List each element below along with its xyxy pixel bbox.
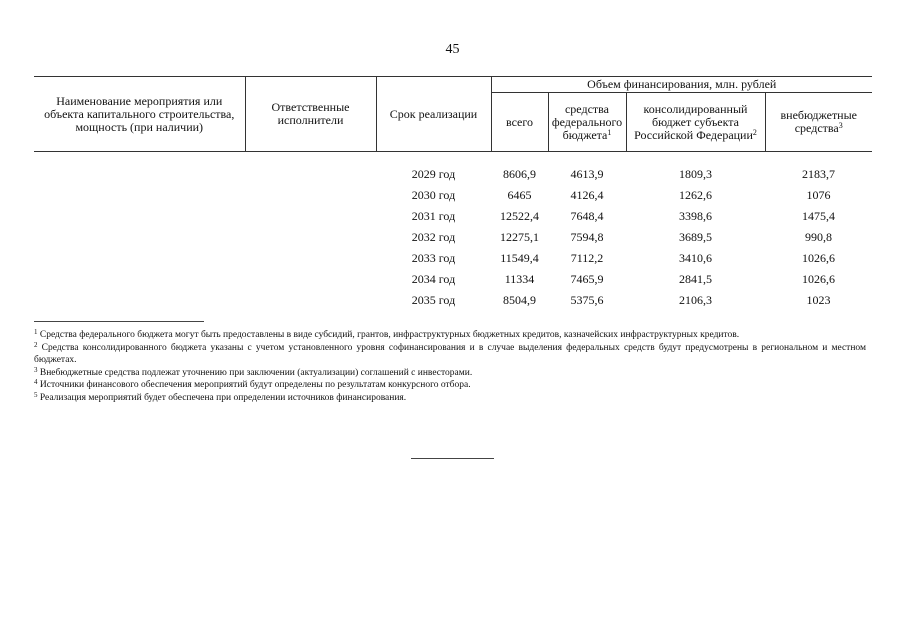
cell-executors: [245, 227, 376, 248]
cell-total: 11549,4: [500, 251, 539, 265]
cell-executors: [245, 206, 376, 227]
cell-executors: [245, 248, 376, 269]
header-federal-footnote-mark: 1: [607, 127, 612, 137]
cell-executors: [245, 185, 376, 206]
cell-year: 2032 год: [411, 230, 456, 244]
table-row: [34, 206, 872, 227]
table-row: [34, 290, 872, 311]
header-extra: [765, 93, 872, 152]
cell-federal: 7594,8: [570, 230, 604, 244]
end-of-document-line: [411, 458, 494, 459]
header-federal-label: средства федерального бюджета: [551, 101, 623, 142]
footnote-mark: 1: [34, 328, 38, 336]
cell-extra: 1023: [806, 293, 831, 307]
header-regional: [626, 93, 765, 152]
cell-name: [34, 290, 245, 311]
header-total: всего: [491, 93, 548, 152]
cell-extra: 1026,6: [802, 251, 835, 265]
cell-federal: 7648,4: [570, 209, 604, 223]
cell-executors: [245, 152, 376, 186]
cell-name: [34, 206, 245, 227]
footnote-mark: 2: [34, 340, 38, 349]
cell-regional: 2106,3: [679, 293, 712, 307]
footnote-text: Средства федерального бюджета могут быть предоставлены в виде субсидий, грантов, инфраструктурных бюджетных кредитов, казначейских инфраструктурных кредитов.: [39, 330, 740, 340]
cell-executors: [245, 269, 376, 290]
cell-total: 8606,9: [503, 167, 536, 181]
cell-year: 2033 год: [411, 251, 456, 265]
footnote-mark: 3: [34, 365, 38, 374]
footnote: [34, 392, 866, 405]
cell-total: 6465: [507, 188, 532, 202]
table-row: [34, 269, 872, 290]
cell-extra: 1026,6: [802, 272, 835, 286]
footnote: [34, 329, 866, 342]
cell-extra: 990,8: [805, 230, 832, 244]
cell-name: [34, 227, 245, 248]
cell-total: 12522,4: [500, 209, 539, 223]
cell-total: 8504,9: [503, 293, 536, 307]
footnote: [34, 367, 866, 380]
cell-name: [34, 185, 245, 206]
table-row: [34, 185, 872, 206]
cell-year: 2029 год: [411, 167, 456, 181]
header-executors: Ответственные исполнители: [245, 77, 376, 152]
page-number: 45: [445, 42, 460, 57]
header-period: Срок реализации: [376, 77, 491, 152]
header-federal: [548, 93, 626, 152]
cell-year: 2034 год: [411, 272, 456, 286]
cell-regional: 1809,3: [679, 167, 712, 181]
footnote-separator: [34, 321, 204, 322]
cell-regional: 3398,6: [679, 209, 712, 223]
header-funding-group: Объем финансирования, млн. рублей: [491, 77, 872, 93]
header-extra-label: внебюджетные средства: [780, 108, 857, 135]
header-extra-footnote-mark: 3: [838, 121, 843, 130]
cell-name: [34, 152, 245, 186]
footnote: [34, 379, 866, 392]
cell-year: 2031 год: [411, 209, 456, 223]
table-row: [34, 227, 872, 248]
financing-table: [34, 76, 872, 311]
table-row: [34, 152, 872, 186]
cell-year: 2035 год: [411, 293, 456, 307]
footnote: [34, 342, 866, 367]
cell-executors: [245, 290, 376, 311]
footnote-text: Внебюджетные средства подлежат уточнению при заключении (актуализации) соглашений с инвесторами.: [39, 367, 473, 378]
footnote-mark: 4: [34, 378, 38, 386]
footnote-mark: 5: [34, 390, 38, 399]
header-regional-label: консолидированный бюджет субъекта Российской Федерации: [634, 101, 753, 142]
footnote-text: Источники финансового обеспечения мероприятий будут определены по результатам конкурсного отбора.: [39, 380, 471, 390]
cell-federal: 5375,6: [570, 293, 604, 307]
cell-regional: 1262,6: [679, 188, 712, 202]
cell-federal: 7465,9: [570, 272, 604, 286]
cell-total: 11334: [504, 272, 535, 286]
cell-extra: 1076: [806, 188, 831, 202]
table-row: [34, 248, 872, 269]
cell-federal: 4613,9: [570, 167, 604, 181]
cell-federal: 4126,4: [570, 188, 604, 202]
cell-regional: 3410,6: [679, 251, 712, 265]
cell-extra: 2183,7: [802, 167, 835, 181]
cell-total: 12275,1: [500, 230, 539, 244]
header-name: Наименование мероприятия или объекта капитального строительства, мощность (при наличии): [34, 77, 245, 152]
header-regional-footnote-mark: 2: [752, 127, 757, 137]
footnotes: [34, 329, 866, 404]
cell-name: [34, 248, 245, 269]
cell-year: 2030 год: [411, 188, 456, 202]
cell-extra: 1475,4: [802, 209, 835, 223]
cell-regional: 2841,5: [679, 272, 712, 286]
cell-federal: 7112,2: [570, 251, 604, 265]
footnote-text: Реализация мероприятий будет обеспечена при определении источников финансирования.: [39, 392, 407, 403]
footnote-text: Средства консолидированного бюджета указаны с учетом установленного уровня софинансирования и в случае выделения федеральных средств будут предусмотрены в региональном и местном бюджетах.: [34, 342, 866, 365]
cell-name: [34, 269, 245, 290]
cell-regional: 3689,5: [679, 230, 712, 244]
